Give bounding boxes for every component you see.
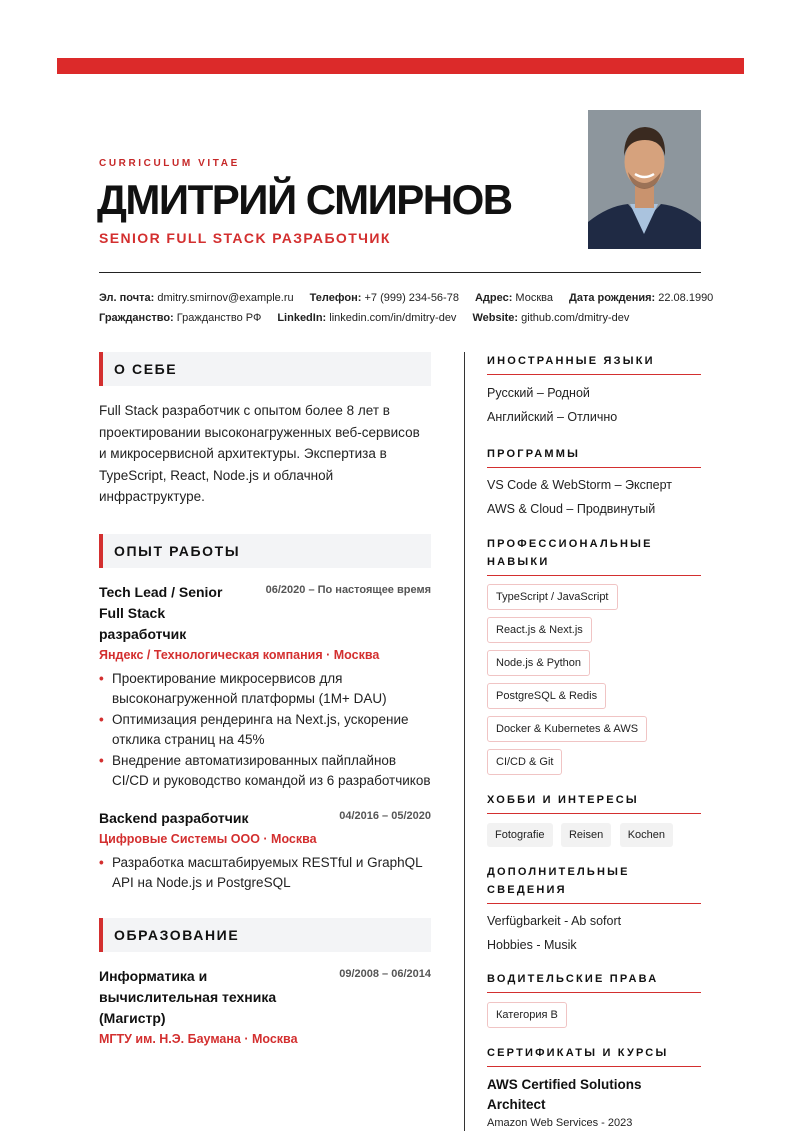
- job-company: Цифровые Системы ООО · Москва: [99, 831, 317, 846]
- bullet-item: • Разработка масштабируемых RESTful и GraphQL API на Node.js и PostgreSQL: [99, 853, 431, 894]
- about-text: Full Stack разработчик с опытом более 8 лет в проектировании высоконагруженных веб-сервисов и микросервисной архитектуры. Экспертиза в TypeScript, React, Node.js и облачной инфраструктуре.: [99, 403, 420, 504]
- education-entry: [99, 966, 431, 1049]
- education-institution: МГТУ им. Н.Э. Баумана · Москва: [99, 1031, 298, 1046]
- contact-info: [99, 288, 714, 328]
- skill-tag: Node.js & Python: [487, 650, 590, 676]
- sidebar-heading-languages: ИНОСТРАННЫЕ ЯЗЫКИ: [487, 352, 701, 375]
- skill-tag: PostgreSQL & Redis: [487, 683, 606, 709]
- language-item: Английский – Отлично: [487, 410, 618, 424]
- sidebar-heading-hobbies: ХОББИ И ИНТЕРЕСЫ: [487, 791, 701, 814]
- cert-entry: [487, 1075, 701, 1131]
- hobby-tag: Kochen: [620, 823, 673, 847]
- hobby-tag: Fotografie: [487, 823, 553, 847]
- bullet-item: • Проектирование микросервисов для высоконагруженной платформы (1M+ DAU): [99, 669, 431, 710]
- skill-tag: React.js & Next.js: [487, 617, 592, 643]
- column-divider: [464, 352, 465, 1131]
- section-heading-education: ОБРАЗОВАНИЕ: [99, 918, 431, 952]
- job-title: Backend разработчик: [99, 809, 249, 826]
- skill-tag: TypeScript / JavaScript: [487, 584, 618, 610]
- additional-heading-underline: [487, 903, 701, 904]
- skill-tag: CI/CD & Git: [487, 749, 562, 775]
- additional-item: Hobbies - Musik: [487, 938, 577, 952]
- education-title: Информатика и вычислительная техника (Магистр): [99, 967, 277, 1026]
- skill-tags: [487, 584, 701, 775]
- software-item: VS Code & WebStorm – Эксперт: [487, 478, 672, 492]
- contact-phone: Телефон: +7 (999) 234-56-78: [309, 292, 459, 304]
- skill-tag: Docker & Kubernetes & AWS: [487, 716, 647, 742]
- sidebar-heading-license: ВОДИТЕЛЬСКИЕ ПРАВА: [487, 970, 701, 993]
- header-divider: [99, 272, 701, 273]
- main-column: [99, 352, 431, 1049]
- sidebar-column: [487, 352, 701, 1131]
- sidebar-heading-software: ПРОГРАММЫ: [487, 445, 701, 468]
- contact-email: Эл. почта: dmitry.smirnov@example.ru: [99, 292, 294, 304]
- license-tag: Категория B: [487, 1002, 567, 1028]
- candidate-name: ДМИТРИЙ СМИРНОВ: [97, 176, 512, 223]
- skills-heading-underline: [487, 575, 701, 576]
- candidate-role: SENIOR FULL STACK РАЗРАБОТЧИК: [99, 230, 391, 246]
- sidebar-heading-additional: ДОПОЛНИТЕЛЬНЫЕ СВЕДЕНИЯ: [487, 866, 630, 896]
- cv-label: CURRICULUM VITAE: [99, 158, 240, 169]
- job-bullets: [99, 669, 431, 792]
- header: [99, 110, 701, 250]
- hobby-tags: [487, 823, 701, 847]
- section-heading-experience: ОПЫТ РАБОТЫ: [99, 534, 431, 568]
- job-date: 06/2020 – По настоящее время: [265, 583, 431, 596]
- top-accent-bar: [57, 58, 744, 74]
- job-date: 04/2016 – 05/2020: [339, 809, 431, 822]
- contact-website: Website: github.com/dmitry-dev: [472, 312, 630, 324]
- contact-birthdate: Дата рождения: 22.08.1990: [568, 292, 714, 304]
- education-date: 09/2008 – 06/2014: [339, 967, 431, 980]
- sidebar-heading-certs: СЕРТИФИКАТЫ И КУРСЫ: [487, 1044, 701, 1067]
- software-item: AWS & Cloud – Продвинутый: [487, 502, 656, 516]
- job-entry: [99, 808, 431, 894]
- job-company: Яндекс / Технологическая компания · Москва: [99, 647, 380, 662]
- profile-photo: [588, 110, 701, 249]
- sidebar-heading-skills: ПРОФЕССИОНАЛЬНЫЕ НАВЫКИ: [487, 538, 653, 568]
- bullet-item: • Оптимизация рендеринга на Next.js, ускорение отклика страниц на 45%: [99, 710, 431, 751]
- contact-linkedin: LinkedIn: linkedin.com/in/dmitry-dev: [277, 312, 457, 324]
- hobby-tag: Reisen: [561, 823, 611, 847]
- cert-issuer: Amazon Web Services - 2023: [487, 1117, 633, 1129]
- job-bullets: [99, 853, 431, 894]
- cert-title: AWS Certified Solutions Architect: [487, 1077, 642, 1112]
- contact-citizenship: Гражданство: Гражданство РФ: [99, 312, 262, 324]
- job-title: Tech Lead / Senior Full Stack разработчик: [99, 583, 223, 642]
- bullet-item: • Внедрение автоматизированных пайплайнов CI/CD и руководство командой из 6 разработчиков: [99, 751, 431, 792]
- section-heading-about: О СЕБЕ: [99, 352, 431, 386]
- job-entry: [99, 582, 431, 792]
- additional-item: Verfügbarkeit - Ab sofort: [487, 914, 622, 928]
- contact-address: Адрес: Москва: [474, 292, 553, 304]
- language-item: Русский – Родной: [487, 386, 590, 400]
